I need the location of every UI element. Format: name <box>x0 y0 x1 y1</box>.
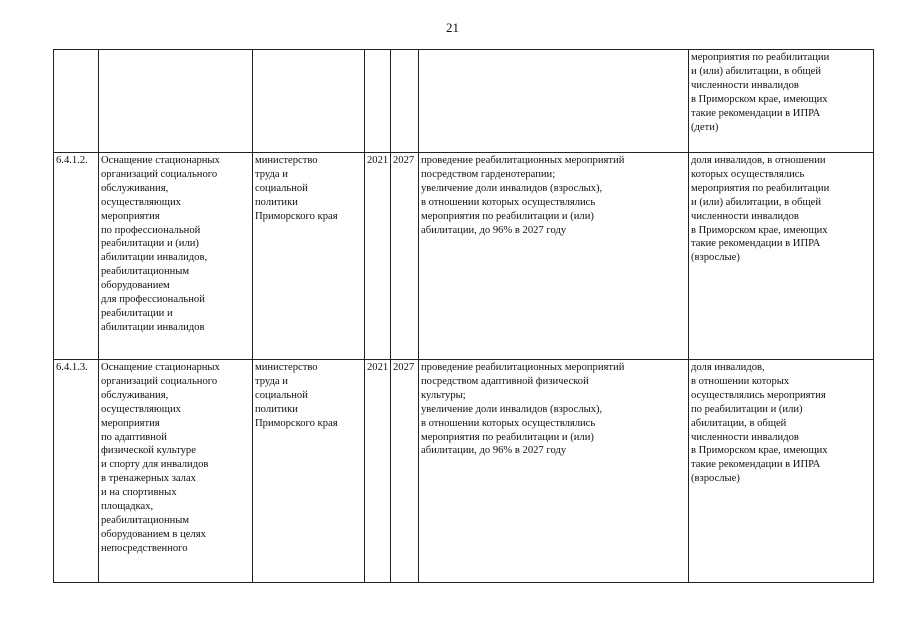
expected-results <box>419 50 689 153</box>
row-number: 6.4.1.3. <box>54 360 99 583</box>
expected-results: проведение реабилитационных мероприятий посредством адаптивной физической культуры; увеличение доли инвалидов (взрослых), в отношении которых осуществлялись мероприятия по реабилитации и (или) абилитации, до 96% в 2027 году <box>419 360 689 583</box>
indicator: доля инвалидов, в отношении которых осуществлялись мероприятия по реабилитации и (или) абилитации, в общей численности инвалидов в Приморском крае, имеющих такие рекомендации в ИПРА (взрослые) <box>689 360 874 583</box>
measures-table <box>53 49 874 583</box>
executor <box>253 50 365 153</box>
year-end <box>391 50 419 153</box>
year-end: 2027 <box>391 360 419 583</box>
table-row <box>54 153 874 360</box>
row-number <box>54 50 99 153</box>
executor: министерство труда и социальной политики Приморского края <box>253 153 365 360</box>
measure-title: Оснащение стационарных организаций социального обслуживания, осуществляющих мероприятия по профессиональной реабилитации и (или) абилитации инвалидов, реабилитационным оборудованием для профессиональной реабилитации и абилитации инвалидов <box>99 153 253 360</box>
row-number: 6.4.1.2. <box>54 153 99 360</box>
measure-title <box>99 50 253 153</box>
expected-results: проведение реабилитационных мероприятий посредством гарденотерапии; увеличение доли инвалидов (взрослых), в отношении которых осуществлялись мероприятия по реабилитации и (или) абилитации, до 96% в 2027 году <box>419 153 689 360</box>
year-start <box>365 50 391 153</box>
indicator: мероприятия по реабилитации и (или) абилитации, в общей численности инвалидов в Приморском крае, имеющих такие рекомендации в ИПРА (дети) <box>689 50 874 153</box>
page-number: 21 <box>446 20 459 35</box>
table-row <box>54 360 874 583</box>
executor: министерство труда и социальной политики Приморского края <box>253 360 365 583</box>
year-start: 2021 <box>365 153 391 360</box>
measure-title: Оснащение стационарных организаций социального обслуживания, осуществляющих мероприятия по адаптивной физической культуре и спорту для инвалидов в тренажерных залах и на спортивных площадках, реабилитационным оборудованием в целях непосредственного <box>99 360 253 583</box>
year-start: 2021 <box>365 360 391 583</box>
year-end: 2027 <box>391 153 419 360</box>
table-row <box>54 50 874 153</box>
indicator: доля инвалидов, в отношении которых осуществлялись мероприятия по реабилитации и (или) абилитации, в общей численности инвалидов в Приморском крае, имеющих такие рекомендации в ИПРА (взрослые) <box>689 153 874 360</box>
